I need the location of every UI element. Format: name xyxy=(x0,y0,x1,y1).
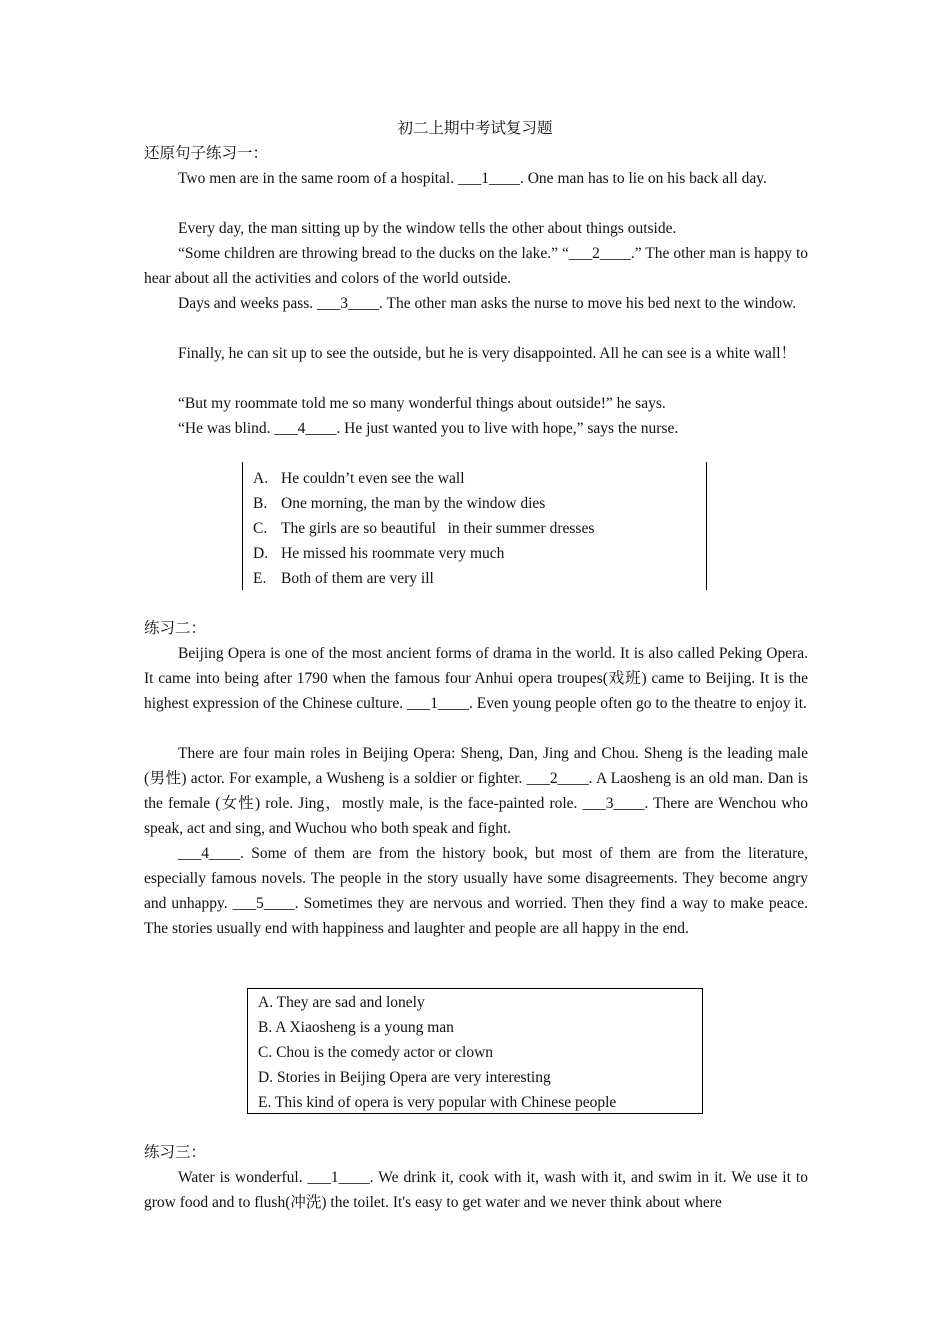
option-item: B. One morning, the man by the window dies xyxy=(253,495,546,512)
section1-paragraph: Days and weeks pass. ___3____. The other man asks the nurse to move his bed next to the window. xyxy=(178,295,797,312)
section2-heading: 练习二： xyxy=(144,620,207,637)
section2-options-box xyxy=(247,988,703,1114)
option-item: E. Both of them are very ill xyxy=(253,570,434,587)
section1-paragraph: “Some children are throwing bread to the ducks on the lake.” “___2____.” The other man is happy to hear about all the activities and colors of the world outside. xyxy=(144,245,808,287)
section2-paragraph: There are four main roles in Beijing Opera: Sheng, Dan, Jing and Chou. Sheng is the leading male (男性) actor. For example, a Wusheng is a soldier or fighter. ___2____. A Laosheng is an old man. Dan is the female (女性) role. Jing，mostly male, is the face-painted role. ___3____. There are Wenchou who speak, act and sing, and Wuchou who both speak and fight. xyxy=(144,745,808,837)
section3-paragraph: Water is wonderful. ___1____. We drink it, cook with it, wash with it, and swim in it. We use it to grow food and to flush(冲洗) the toilet. It's easy to get water and we never think about where xyxy=(144,1169,808,1211)
option-item: E. This kind of opera is very popular with Chinese people xyxy=(258,1094,617,1111)
option-item: C. Chou is the comedy actor or clown xyxy=(258,1044,494,1061)
section1-options-box xyxy=(242,462,707,590)
option-item: B. A Xiaosheng is a young man xyxy=(258,1019,454,1036)
section3-heading: 练习三： xyxy=(144,1144,207,1161)
section1-paragraph: Every day, the man sitting up by the window tells the other about things outside. xyxy=(178,220,677,237)
section1-paragraph: “He was blind. ___4____. He just wanted you to live with hope,” says the nurse. xyxy=(178,420,679,437)
option-item: D. Stories in Beijing Opera are very interesting xyxy=(258,1069,551,1086)
section1-paragraph: “But my roommate told me so many wonderful things about outside!” he says. xyxy=(178,395,666,412)
section1-paragraph: Finally, he can sit up to see the outside, but he is very disappointed. All he can see is a white wall！ xyxy=(178,345,797,362)
option-item: C. The girls are so beautiful in their summer dresses xyxy=(253,520,595,537)
option-item: A. He couldn’t even see the wall xyxy=(253,470,465,487)
section2-paragraph: ___4____. Some of them are from the history book, but most of them are from the literature, especially famous novels. The people in the story usually have some disagreements. They become angry and unhappy. ___5____. Sometimes they are nervous and worried. Then they find a way to make peace. The stories usually end with happiness and laughter and people are all happy in the end. xyxy=(144,845,808,937)
page-title: 初二上期中考试复习题 xyxy=(397,120,553,137)
option-item: D. He missed his roommate very much xyxy=(253,545,505,562)
section1-heading: 还原句子练习一： xyxy=(144,145,269,162)
option-item: A. They are sad and lonely xyxy=(258,994,425,1011)
section2-paragraph: Beijing Opera is one of the most ancient forms of drama in the world. It is also called Peking Opera. It came into being after 1790 when the famous four Anhui opera troupes(戏班) came to Beijing. It is the highest expression of the Chinese culture. ___1____. Even young people often go to the theatre to enjoy it. xyxy=(144,645,808,712)
section1-paragraph: Two men are in the same room of a hospital. ___1____. One man has to lie on his back all day. xyxy=(178,170,767,187)
